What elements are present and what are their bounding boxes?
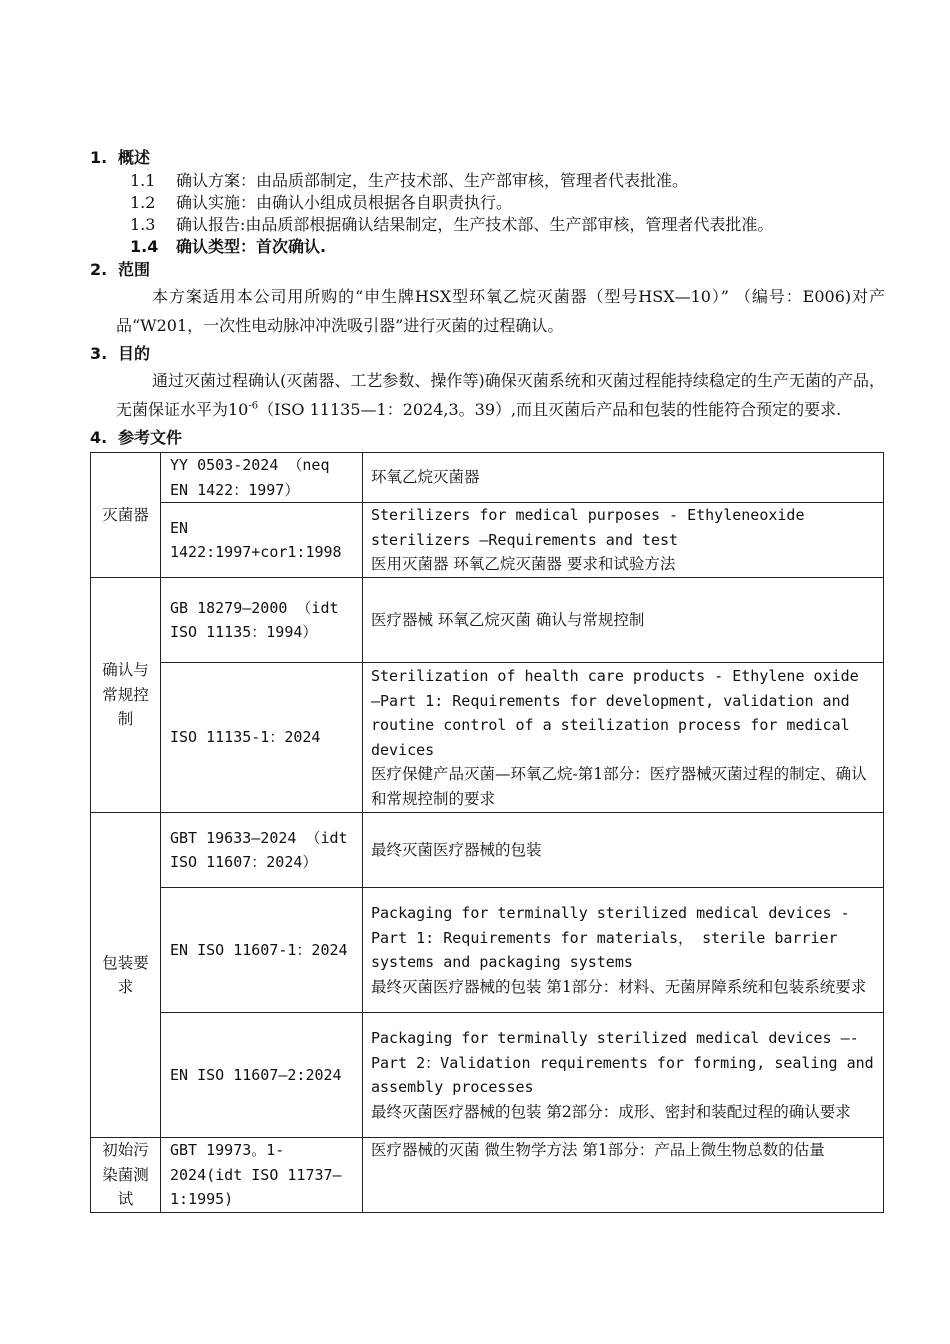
title-zh: 最终灭菌医疗器械的包装 第1部分：材料、无菌屏障系统和包装系统要求: [371, 977, 867, 996]
section-number: 4.: [90, 428, 108, 447]
document-body: [90, 146, 885, 1213]
table-row: [91, 578, 884, 663]
title-en: Packaging for terminally sterilized medical devices - Part 1: Requirements for materials， sterile barrier systems and packaging systems: [371, 904, 850, 971]
title-cell: [363, 1138, 884, 1213]
title-cell: [363, 1013, 884, 1138]
reference-table: [90, 452, 884, 1213]
section-title: 范围: [118, 260, 151, 279]
standard-cell: EN ISO 11607—2:2024: [161, 1013, 363, 1138]
section-title: 参考文件: [118, 428, 183, 447]
table-row: [91, 1013, 884, 1138]
section-heading: [90, 426, 885, 450]
category-cell: 确认与常规控制: [91, 578, 161, 813]
title-cell: [363, 503, 884, 578]
table-row: [91, 503, 884, 578]
standard-cell: GBT 19973。1-2024(idt ISO 11737—1:1995): [161, 1138, 363, 1213]
table-row: [91, 453, 884, 503]
title-zh: 医用灭菌器 环氧乙烷灭菌器 要求和试验方法: [371, 555, 676, 574]
table-row: [91, 663, 884, 813]
standard-cell: YY 0503-2024 （neq EN 1422：1997）: [161, 453, 363, 503]
section-title: 概述: [118, 148, 151, 167]
section-heading: [90, 342, 885, 366]
title-en: Sterilization of health care products - Ethylene oxide —Part 1: Requirements for development, validation and routine control of a steilization process for medical devices: [371, 667, 859, 759]
purpose-exponent: -6: [248, 400, 259, 412]
title-zh: 环氧乙烷灭菌器: [371, 468, 480, 487]
standard-cell: EN ISO 11607-1：2024: [161, 888, 363, 1013]
title-cell: [363, 663, 884, 813]
item-number: 1.3: [130, 215, 156, 234]
title-cell: [363, 578, 884, 663]
title-zh: 医疗器械的灭菌 微生物学方法 第1部分：产品上微生物总数的估量: [371, 1141, 825, 1159]
section-title: 目的: [118, 344, 151, 363]
title-en: Packaging for terminally sterilized medical devices —- Part 2：Validation requirements for forming, sealing and assembly processes: [371, 1029, 874, 1096]
scope-paragraph: 本方案适用本公司用所购的“申生牌HSX型环氧乙烷灭菌器（型号HSX—10）” （编号：E006)对产品“W201，一次性电动脉冲冲洗吸引器”进行灭菌的过程确认。: [116, 287, 885, 335]
list-item: [130, 214, 885, 236]
section-number: 1.: [90, 148, 108, 167]
title-en: Sterilizers for medical purposes - Ethyleneoxide sterilizers —Requirements and test: [371, 506, 805, 549]
title-zh: 医疗器械 环氧乙烷灭菌 确认与常规控制: [371, 610, 645, 629]
title-cell: [363, 813, 884, 888]
section-number: 2.: [90, 260, 108, 279]
table-row: [91, 888, 884, 1013]
title-cell: [363, 888, 884, 1013]
section-number: 3.: [90, 344, 108, 363]
section-heading: [90, 146, 885, 170]
category-cell: 包装要求: [91, 813, 161, 1138]
item-number: 1.4: [130, 237, 159, 256]
table-row: [91, 813, 884, 888]
table-row: [91, 1138, 884, 1213]
list-item: [130, 192, 885, 214]
item-number: 1.1: [130, 171, 156, 190]
section-heading: [90, 258, 885, 282]
standard-cell: EN 1422:1997+cor1:1998: [161, 503, 363, 578]
item-text: 确认方案：由品质部制定，生产技术部、生产部审核，管理者代表批准。: [176, 171, 689, 190]
item-number: 1.2: [130, 193, 156, 212]
purpose-paragraph: [116, 366, 885, 424]
category-cell: 灭菌器: [91, 453, 161, 578]
category-cell: 初始污染菌测试: [91, 1138, 161, 1213]
item-text: 确认报告:由品质部根据确认结果制定，生产技术部、生产部审核，管理者代表批准。: [176, 215, 774, 234]
standard-cell: GB 18279—2000 （idt ISO 11135：1994）: [161, 578, 363, 663]
item-text: 确认类型：首次确认.: [176, 237, 327, 256]
standard-cell: GBT 19633—2024 （idt ISO 11607：2024）: [161, 813, 363, 888]
purpose-text-a: 通过灭菌过程确认(灭菌器、工艺参数、操作等)确保灭菌系统和灭菌过程能持续稳定的生产无菌的产品，无菌保证水平为10: [116, 371, 885, 419]
title-cell: [363, 453, 884, 503]
list-item: [130, 170, 885, 192]
title-zh: 医疗保健产品灭菌—环氧乙烷-第1部分：医疗器械灭菌过程的制定、确认和常规控制的要求: [371, 765, 867, 808]
title-zh: 最终灭菌医疗器械的包装 第2部分：成形、密封和装配过程的确认要求: [371, 1102, 851, 1121]
purpose-text-b: （ISO 11135—1：2024,3。39）,而且灭菌后产品和包装的性能符合预定的要求.: [258, 400, 842, 419]
standard-cell: ISO 11135-1：2024: [161, 663, 363, 813]
item-text: 确认实施：由确认小组成员根据各自职责执行。: [176, 193, 513, 212]
title-zh: 最终灭菌医疗器械的包装: [371, 840, 542, 859]
list-item: [130, 236, 885, 258]
